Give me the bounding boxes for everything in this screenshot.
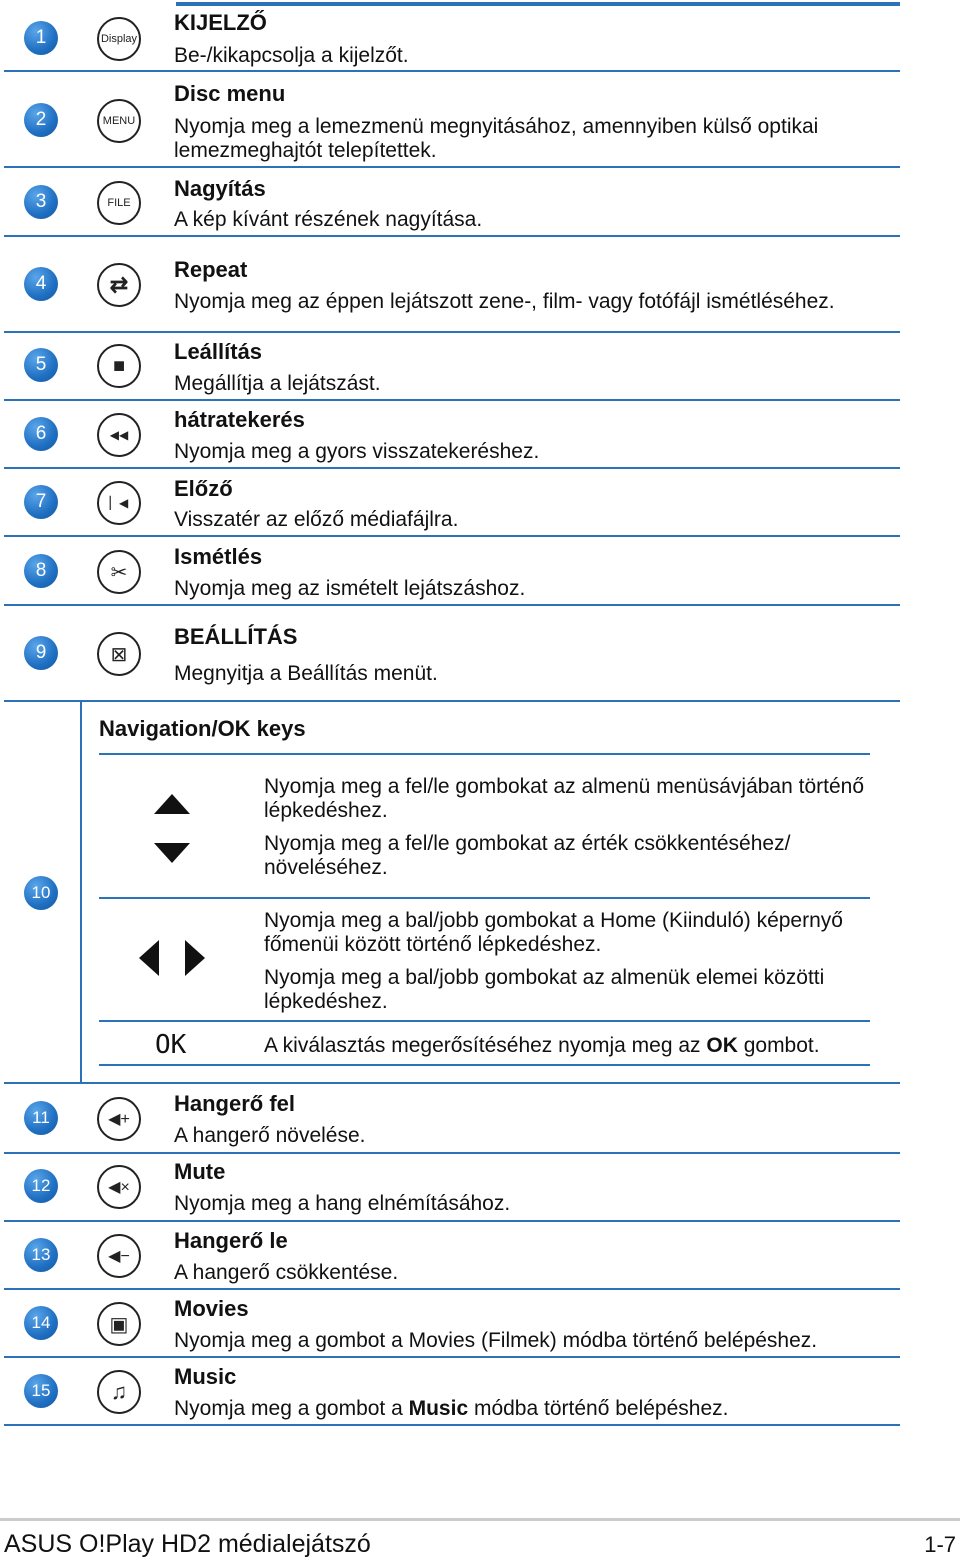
music-desc-text: módba történő belépéshez.	[468, 1397, 729, 1420]
settings-icon: ⊠	[97, 632, 141, 676]
music-desc-bold: Music	[408, 1397, 469, 1420]
ok-key-label: OK	[155, 1030, 187, 1060]
item-number-14: 14	[24, 1306, 58, 1340]
updown-description-2: Nyomja meg a fel/le gombokat az érték csökkentéséhez/ növeléséhez.	[264, 832, 791, 879]
previous-icon: ▏◀	[97, 481, 141, 525]
item-title: Hangerő fel	[174, 1091, 296, 1116]
item-description: Nyomja meg a gombot a Movies (Filmek) módba történő belépéshez.	[174, 1329, 818, 1352]
item-description: Nyomja meg a gyors visszatekeréshez.	[174, 440, 540, 463]
item-title: KIJELZŐ	[174, 10, 267, 35]
item-description: A hangerő növelése.	[174, 1124, 366, 1147]
item-number-15: 15	[24, 1374, 58, 1408]
item-description: Nyomja meg a lemezmenü megnyitásához, amennyiben külső optikai lemezmeghajtót telepítettek.	[174, 115, 819, 162]
item-number-2: 2	[24, 103, 58, 137]
nav-section-divider	[80, 702, 82, 1084]
item-description: Be-/kikapcsolja a kijelzőt.	[174, 44, 409, 67]
item-number-13: 13	[24, 1238, 58, 1272]
leftright-description-1: Nyomja meg a bal/jobb gombokat a Home (Kiinduló) képernyő főmenüi között történő lépkedéshez.	[264, 909, 843, 956]
item-title: Disc menu	[174, 81, 286, 106]
item-number-1: 1	[24, 21, 58, 55]
item-title: Music	[174, 1364, 237, 1389]
right-arrow-icon	[185, 940, 205, 976]
stop-icon: ■	[97, 344, 141, 388]
item-title: Movies	[174, 1296, 249, 1321]
repeat-icon: ⇄	[97, 263, 141, 307]
mute-icon: ◀×	[97, 1165, 141, 1209]
item-number-7: 7	[24, 485, 58, 519]
item-number-4: 4	[24, 267, 58, 301]
display-icon: Display	[97, 17, 141, 61]
item-title: Hangerő le	[174, 1228, 288, 1253]
nav-rule	[99, 1064, 870, 1066]
item-title: Nagyítás	[174, 176, 266, 201]
ok-description	[264, 1034, 884, 1058]
item-description: Megállítja a lejátszást.	[174, 372, 381, 395]
item-description: Visszatér az előző médiafájlra.	[174, 508, 459, 531]
item-title: Ismétlés	[174, 544, 263, 569]
volume-up-icon: ◀+	[97, 1097, 141, 1141]
item-number-10: 10	[24, 876, 58, 910]
left-arrow-icon	[139, 940, 159, 976]
music-icon: ♫	[97, 1370, 141, 1414]
footer-rule	[0, 1518, 960, 1521]
item-description: Megnyitja a Beállítás menüt.	[174, 662, 438, 685]
nav-rule	[99, 1020, 870, 1022]
nav-rule	[99, 897, 870, 899]
menu-icon: MENU	[97, 99, 141, 143]
item-title: Leállítás	[174, 339, 263, 364]
footer-title: ASUS O!Play HD2 médialejátszó	[4, 1530, 371, 1558]
ok-desc-text: gombot.	[737, 1034, 820, 1057]
leftright-description-2: Nyomja meg a bal/jobb gombokat az almenük elemei közötti lépkedéshez.	[264, 966, 825, 1013]
nav-heading: Navigation/OK keys	[99, 716, 306, 741]
updown-description-1: Nyomja meg a fel/le gombokat az almenü menüsávjában történő lépkedéshez.	[264, 775, 864, 822]
item-description	[174, 1397, 874, 1421]
file-icon: FILE	[97, 181, 141, 225]
item-number-3: 3	[24, 185, 58, 219]
item-description: Nyomja meg a hang elnémításához.	[174, 1192, 511, 1215]
item-number-11: 11	[24, 1101, 58, 1135]
tools-icon: ✂	[97, 550, 141, 594]
item-title: BEÁLLÍTÁS	[174, 624, 298, 649]
item-description: A kép kívánt részének nagyítása.	[174, 208, 483, 231]
item-number-12: 12	[24, 1169, 58, 1203]
item-description: A hangerő csökkentése.	[174, 1261, 399, 1284]
item-description: Nyomja meg az éppen lejátszott zene-, film- vagy fotófájl ismétléséhez.	[174, 290, 835, 313]
movies-icon: ▣	[97, 1302, 141, 1346]
up-arrow-icon	[154, 794, 190, 814]
ok-desc-text: A kiválasztás megerősítéséhez nyomja meg az	[264, 1034, 707, 1057]
item-number-5: 5	[24, 348, 58, 382]
item-number-6: 6	[24, 417, 58, 451]
page-number: 1-7	[924, 1532, 956, 1557]
down-arrow-icon	[154, 843, 190, 863]
item-title: Repeat	[174, 257, 248, 282]
item-description: Nyomja meg az ismételt lejátszáshoz.	[174, 577, 526, 600]
rewind-icon: ◀◀	[97, 413, 141, 457]
music-desc-text: Nyomja meg a gombot a	[174, 1397, 409, 1420]
item-title: Mute	[174, 1159, 226, 1184]
volume-down-icon: ◀−	[97, 1234, 141, 1278]
ok-desc-bold: OK	[706, 1034, 738, 1057]
item-number-9: 9	[24, 636, 58, 670]
item-number-8: 8	[24, 554, 58, 588]
item-title: hátratekerés	[174, 407, 305, 432]
nav-heading-rule	[99, 753, 870, 755]
item-title: Előző	[174, 476, 233, 501]
